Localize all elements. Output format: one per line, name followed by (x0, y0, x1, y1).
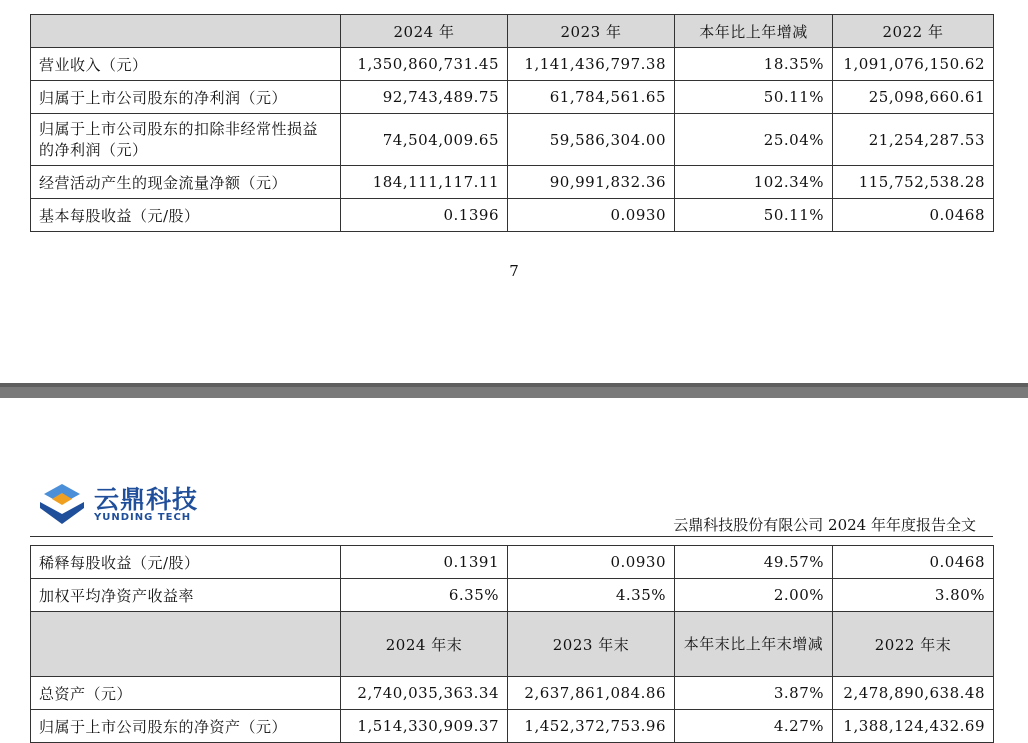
table-row (31, 199, 994, 232)
report-page-8 (0, 398, 1028, 738)
logo-text-cn: 云鼎科技 (94, 485, 199, 514)
value-cell: 0.1391 (341, 546, 508, 579)
row-label: 经营活动产生的现金流量净额（元） (31, 166, 341, 199)
header-rule (30, 536, 993, 537)
value-cell: 0.0930 (508, 199, 675, 232)
value-cell: 184,111,117.11 (341, 166, 508, 199)
value-cell: 25,098,660.61 (833, 81, 994, 114)
header-cell (31, 612, 341, 677)
value-cell: 2,478,890,638.48 (833, 677, 994, 710)
header-cell: 本年末比上年末增减 (675, 612, 833, 677)
table-row (31, 166, 994, 199)
value-cell: 3.87% (675, 677, 833, 710)
value-cell: 0.0468 (833, 199, 994, 232)
value-cell: 1,091,076,150.62 (833, 48, 994, 81)
row-label: 归属于上市公司股东的净利润（元） (31, 81, 341, 114)
value-cell: 49.57% (675, 546, 833, 579)
row-label: 营业收入（元） (31, 48, 341, 81)
row-label: 稀释每股收益（元/股） (31, 546, 341, 579)
header-cell: 2024 年末 (341, 612, 508, 677)
table-row (31, 114, 994, 166)
value-cell: 6.35% (341, 579, 508, 612)
value-cell: 0.1396 (341, 199, 508, 232)
header-cell: 2022 年 (833, 15, 994, 48)
value-cell: 4.35% (508, 579, 675, 612)
value-cell: 25.04% (675, 114, 833, 166)
value-cell: 3.80% (833, 579, 994, 612)
logo-text-en: YUNDING TECH (94, 512, 192, 523)
table-header-row (31, 15, 994, 48)
value-cell: 2,740,035,363.34 (341, 677, 508, 710)
value-cell: 0.0930 (508, 546, 675, 579)
value-cell: 1,141,436,797.38 (508, 48, 675, 81)
value-cell: 59,586,304.00 (508, 114, 675, 166)
header-cell (31, 15, 341, 48)
value-cell: 50.11% (675, 81, 833, 114)
company-logo (38, 480, 218, 526)
value-cell: 1,514,330,909.37 (341, 710, 508, 743)
table-row (31, 546, 994, 579)
value-cell: 21,254,287.53 (833, 114, 994, 166)
key-financials-table (30, 14, 994, 232)
row-label: 归属于上市公司股东的净资产（元） (31, 710, 341, 743)
value-cell: 50.11% (675, 199, 833, 232)
header-cell: 2023 年末 (508, 612, 675, 677)
header-cell: 2022 年末 (833, 612, 994, 677)
table-row (31, 81, 994, 114)
table-row (31, 579, 994, 612)
table-row (31, 48, 994, 81)
value-cell: 2.00% (675, 579, 833, 612)
row-label: 基本每股收益（元/股） (31, 199, 341, 232)
value-cell: 4.27% (675, 710, 833, 743)
value-cell: 1,350,860,731.45 (341, 48, 508, 81)
table-header-row (31, 612, 994, 677)
value-cell: 74,504,009.65 (341, 114, 508, 166)
value-cell: 102.34% (675, 166, 833, 199)
page-number: 7 (509, 262, 519, 280)
value-cell: 92,743,489.75 (341, 81, 508, 114)
key-financials-table-continued (30, 545, 994, 743)
page-separator (0, 383, 1028, 398)
value-cell: 115,752,538.28 (833, 166, 994, 199)
row-label: 总资产（元） (31, 677, 341, 710)
value-cell: 18.35% (675, 48, 833, 81)
value-cell: 2,637,861,084.86 (508, 677, 675, 710)
value-cell: 1,388,124,432.69 (833, 710, 994, 743)
row-label: 加权平均净资产收益率 (31, 579, 341, 612)
value-cell: 90,991,832.36 (508, 166, 675, 199)
header-cell: 本年比上年增减 (675, 15, 833, 48)
yunding-logo-icon (38, 480, 88, 526)
value-cell: 1,452,372,753.96 (508, 710, 675, 743)
header-cell: 2023 年 (508, 15, 675, 48)
header-cell: 2024 年 (341, 15, 508, 48)
value-cell: 61,784,561.65 (508, 81, 675, 114)
row-label: 归属于上市公司股东的扣除非经常性损益的净利润（元） (31, 114, 341, 166)
document-title: 云鼎科技股份有限公司 2024 年年度报告全文 (673, 516, 976, 534)
value-cell: 0.0468 (833, 546, 994, 579)
table-row (31, 677, 994, 710)
